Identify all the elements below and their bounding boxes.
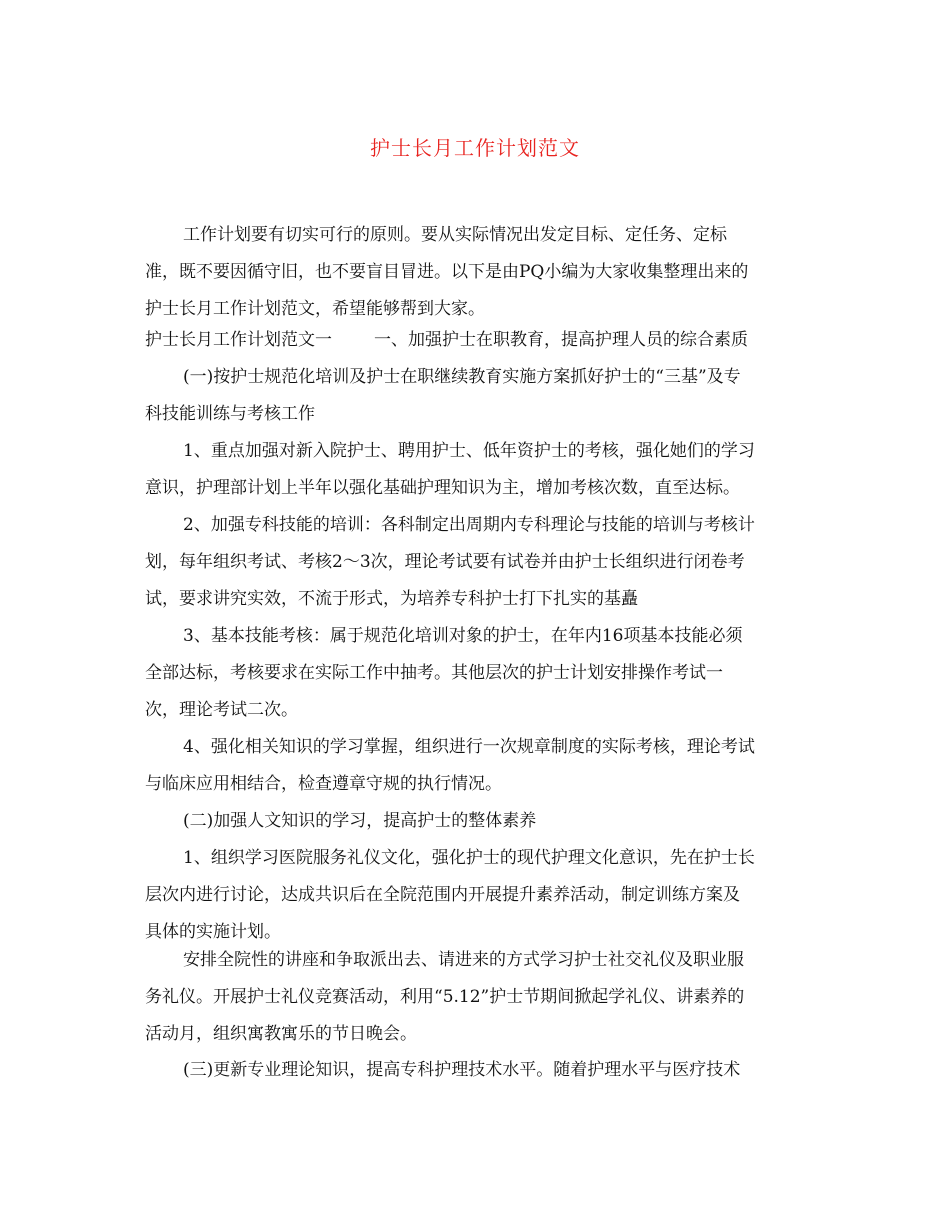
paragraph-line: 具体的实施计划。 [145,922,281,942]
paragraph-line: 全部达标，考核要求在实际工作中抽考。其他层次的护士计划安排操作考试一 [145,663,723,683]
section-heading: 护士长月工作计划范文一 [145,330,332,350]
paragraph-line: 划，每年组织考试、考核2～3次，理论考试要有试卷并由护士长组织进行闭卷考 [145,552,745,572]
paragraph-line: 准，既不要因循守旧，也不要盲目冒进。以下是由PQ小编为大家收集整理出来的 [145,262,749,282]
paragraph-line: 活动月，组织寓教寓乐的节日晚会。 [145,1024,417,1044]
paragraph-line: 与临床应用相结合，检查遵章守规的执行情况。 [145,774,502,794]
paragraph-line: 1、重点加强对新入院护士、聘用护士、低年资护士的考核，强化她们的学习 [183,441,755,461]
section-heading-text: 一、加强护士在职教育，提高护理人员的综合素质 [374,330,748,350]
document-title: 护士长月工作计划范文 [370,136,580,160]
section-heading-row [145,322,805,359]
paragraph [145,1052,805,1089]
paragraph-line: (一)按护士规范化培训及护士在职继续教育实施方案抓好护士的“三基”及专 [183,367,741,387]
paragraph-intro [145,217,805,328]
paragraph-line: 1、组织学习医院服务礼仪文化，强化护士的现代护理文化意识，先在护士长 [183,848,755,868]
paragraph-line: 科技能训练与考核工作 [145,404,315,424]
paragraph-line: 工作计划要有切实可行的原则。要从实际情况出发定目标、定任务、定标 [183,225,727,245]
paragraph-line: 护士长月工作计划范文，希望能够帮到大家。 [145,299,485,319]
section-heading-line [145,322,805,359]
paragraph-line: 3、基本技能考核：属于规范化培训对象的护士，在年内16项基本技能必须 [183,626,743,646]
paragraph [145,433,805,507]
paragraph [145,840,805,951]
paragraph-line: 意识，护理部计划上半年以强化基础护理知识为主，增加考核次数，直至达标。 [145,478,740,498]
paragraph [145,729,805,803]
paragraph [145,359,805,433]
paragraph [145,507,805,618]
paragraph-line: (三)更新专业理论知识，提高专科护理技术水平。随着护理水平与医疗技术 [183,1060,741,1080]
paragraph-line: 次，理论考试二次。 [145,700,298,720]
paragraph-line: 4、强化相关知识的学习掌握，组织进行一次规章制度的实际考核，理论考试 [183,737,755,757]
paragraph [145,942,805,1053]
paragraph [145,618,805,729]
paragraph-line: (二)加强人文知识的学习，提高护士的整体素养 [183,811,537,831]
paragraph-line: 2、加强专科技能的培训：各科制定出周期内专科理论与技能的培训与考核计 [183,515,755,535]
paragraph-line: 安排全院性的讲座和争取派出去、请进来的方式学习护士社交礼仪及职业服 [183,950,744,970]
paragraph [145,803,805,840]
paragraph-line: 试，要求讲究实效，不流于形式，为培养专科护士打下扎实的基矗 [145,589,638,609]
paragraph-line: 层次内进行讨论，达成共识后在全院范围内开展提升素养活动，制定训练方案及 [145,885,740,905]
paragraph-line: 务礼仪。开展护士礼仪竞赛活动，利用“5.12”护士节期间掀起学礼仪、讲素养的 [145,987,745,1007]
